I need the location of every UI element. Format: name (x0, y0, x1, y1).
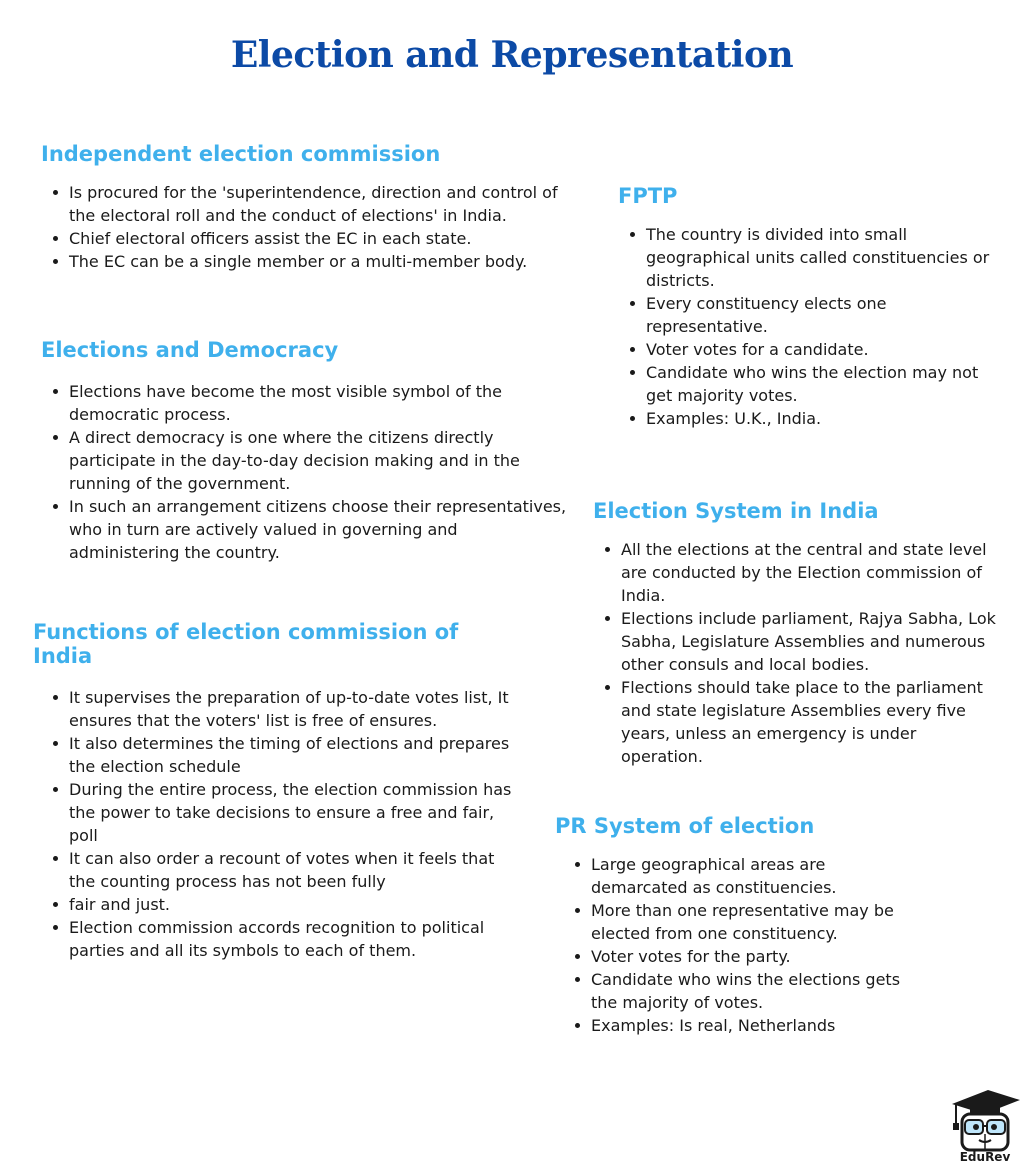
bullet-list (593, 538, 1003, 768)
list-item: Is procured for the 'superintendence, direction and control of the electoral roll and the conduct of elections' in India. (41, 181, 581, 227)
list-item: Examples: U.K., India. (618, 407, 998, 430)
list-item: It also determines the timing of elections and prepares the election schedule (41, 732, 523, 778)
section-election-system-in-india (593, 499, 1003, 768)
list-item: fair and just. (41, 893, 523, 916)
bullet-list (41, 181, 581, 273)
list-item: In such an arrangement citizens choose their representatives, who in turn are actively valued in governing and administering the country. (41, 495, 571, 564)
section-independent-election-commission (41, 142, 581, 273)
section-heading: FPTP (618, 184, 678, 208)
list-item: The EC can be a single member or a multi-member body. (41, 250, 581, 273)
list-item: Candidate who wins the election may not get majority votes. (618, 361, 998, 407)
list-item: Examples: Is real, Netherlands (563, 1014, 925, 1037)
list-item: It supervises the preparation of up-to-date votes list, It ensures that the voters' list is free of ensures. (41, 686, 523, 732)
list-item: Every constituency elects one representative. (618, 292, 998, 338)
bullet-list (33, 686, 523, 962)
bullet-list (41, 380, 571, 564)
section-fptp (618, 184, 998, 430)
section-heading: Elections and Democracy (41, 338, 339, 362)
section-heading: Election System in India (593, 499, 879, 523)
section-functions-of-election-commission (33, 620, 523, 962)
section-heading: Independent election commission (41, 142, 441, 166)
list-item: Candidate who wins the elections gets the majority of votes. (563, 968, 925, 1014)
list-item: More than one representative may be elected from one constituency. (563, 899, 925, 945)
list-item: During the entire process, the election commission has the power to take decisions to ensure a free and fair, poll (41, 778, 523, 847)
section-pr-system (555, 814, 925, 1037)
list-item: Large geographical areas are demarcated as constituencies. (563, 853, 925, 899)
brand-logo-text: EduRev (959, 1150, 1011, 1164)
list-item: Elections have become the most visible symbol of the democratic process. (41, 380, 571, 426)
list-item: A direct democracy is one where the citizens directly participate in the day-to-day decision making and in the running of the government. (41, 426, 571, 495)
bullet-list (555, 853, 925, 1037)
section-elections-and-democracy (41, 338, 571, 564)
list-item: Chief electoral officers assist the EC in each state. (41, 227, 581, 250)
list-item: The country is divided into small geographical units called constituencies or districts. (618, 223, 998, 292)
section-heading: Functions of election commission of India (33, 620, 459, 668)
section-heading: PR System of election (555, 814, 815, 838)
list-item: Elections include parliament, Rajya Sabha, Lok Sabha, Legislature Assemblies and numerous other consuls and local bodies. (593, 607, 1003, 676)
page-title: Election and Representation (230, 34, 794, 76)
bullet-list (618, 223, 998, 430)
list-item: Voter votes for a candidate. (618, 338, 998, 361)
list-item: It can also order a recount of votes when it feels that the counting process has not been fully (41, 847, 523, 893)
list-item: Election commission accords recognition to political parties and all its symbols to each of them. (41, 916, 523, 962)
list-item: All the elections at the central and state level are conducted by the Election commission of India. (593, 538, 1003, 607)
list-item: Voter votes for the party. (563, 945, 925, 968)
list-item: Flections should take place to the parliament and state legislature Assemblies every five years, unless an emergency is under operation. (593, 676, 1003, 768)
